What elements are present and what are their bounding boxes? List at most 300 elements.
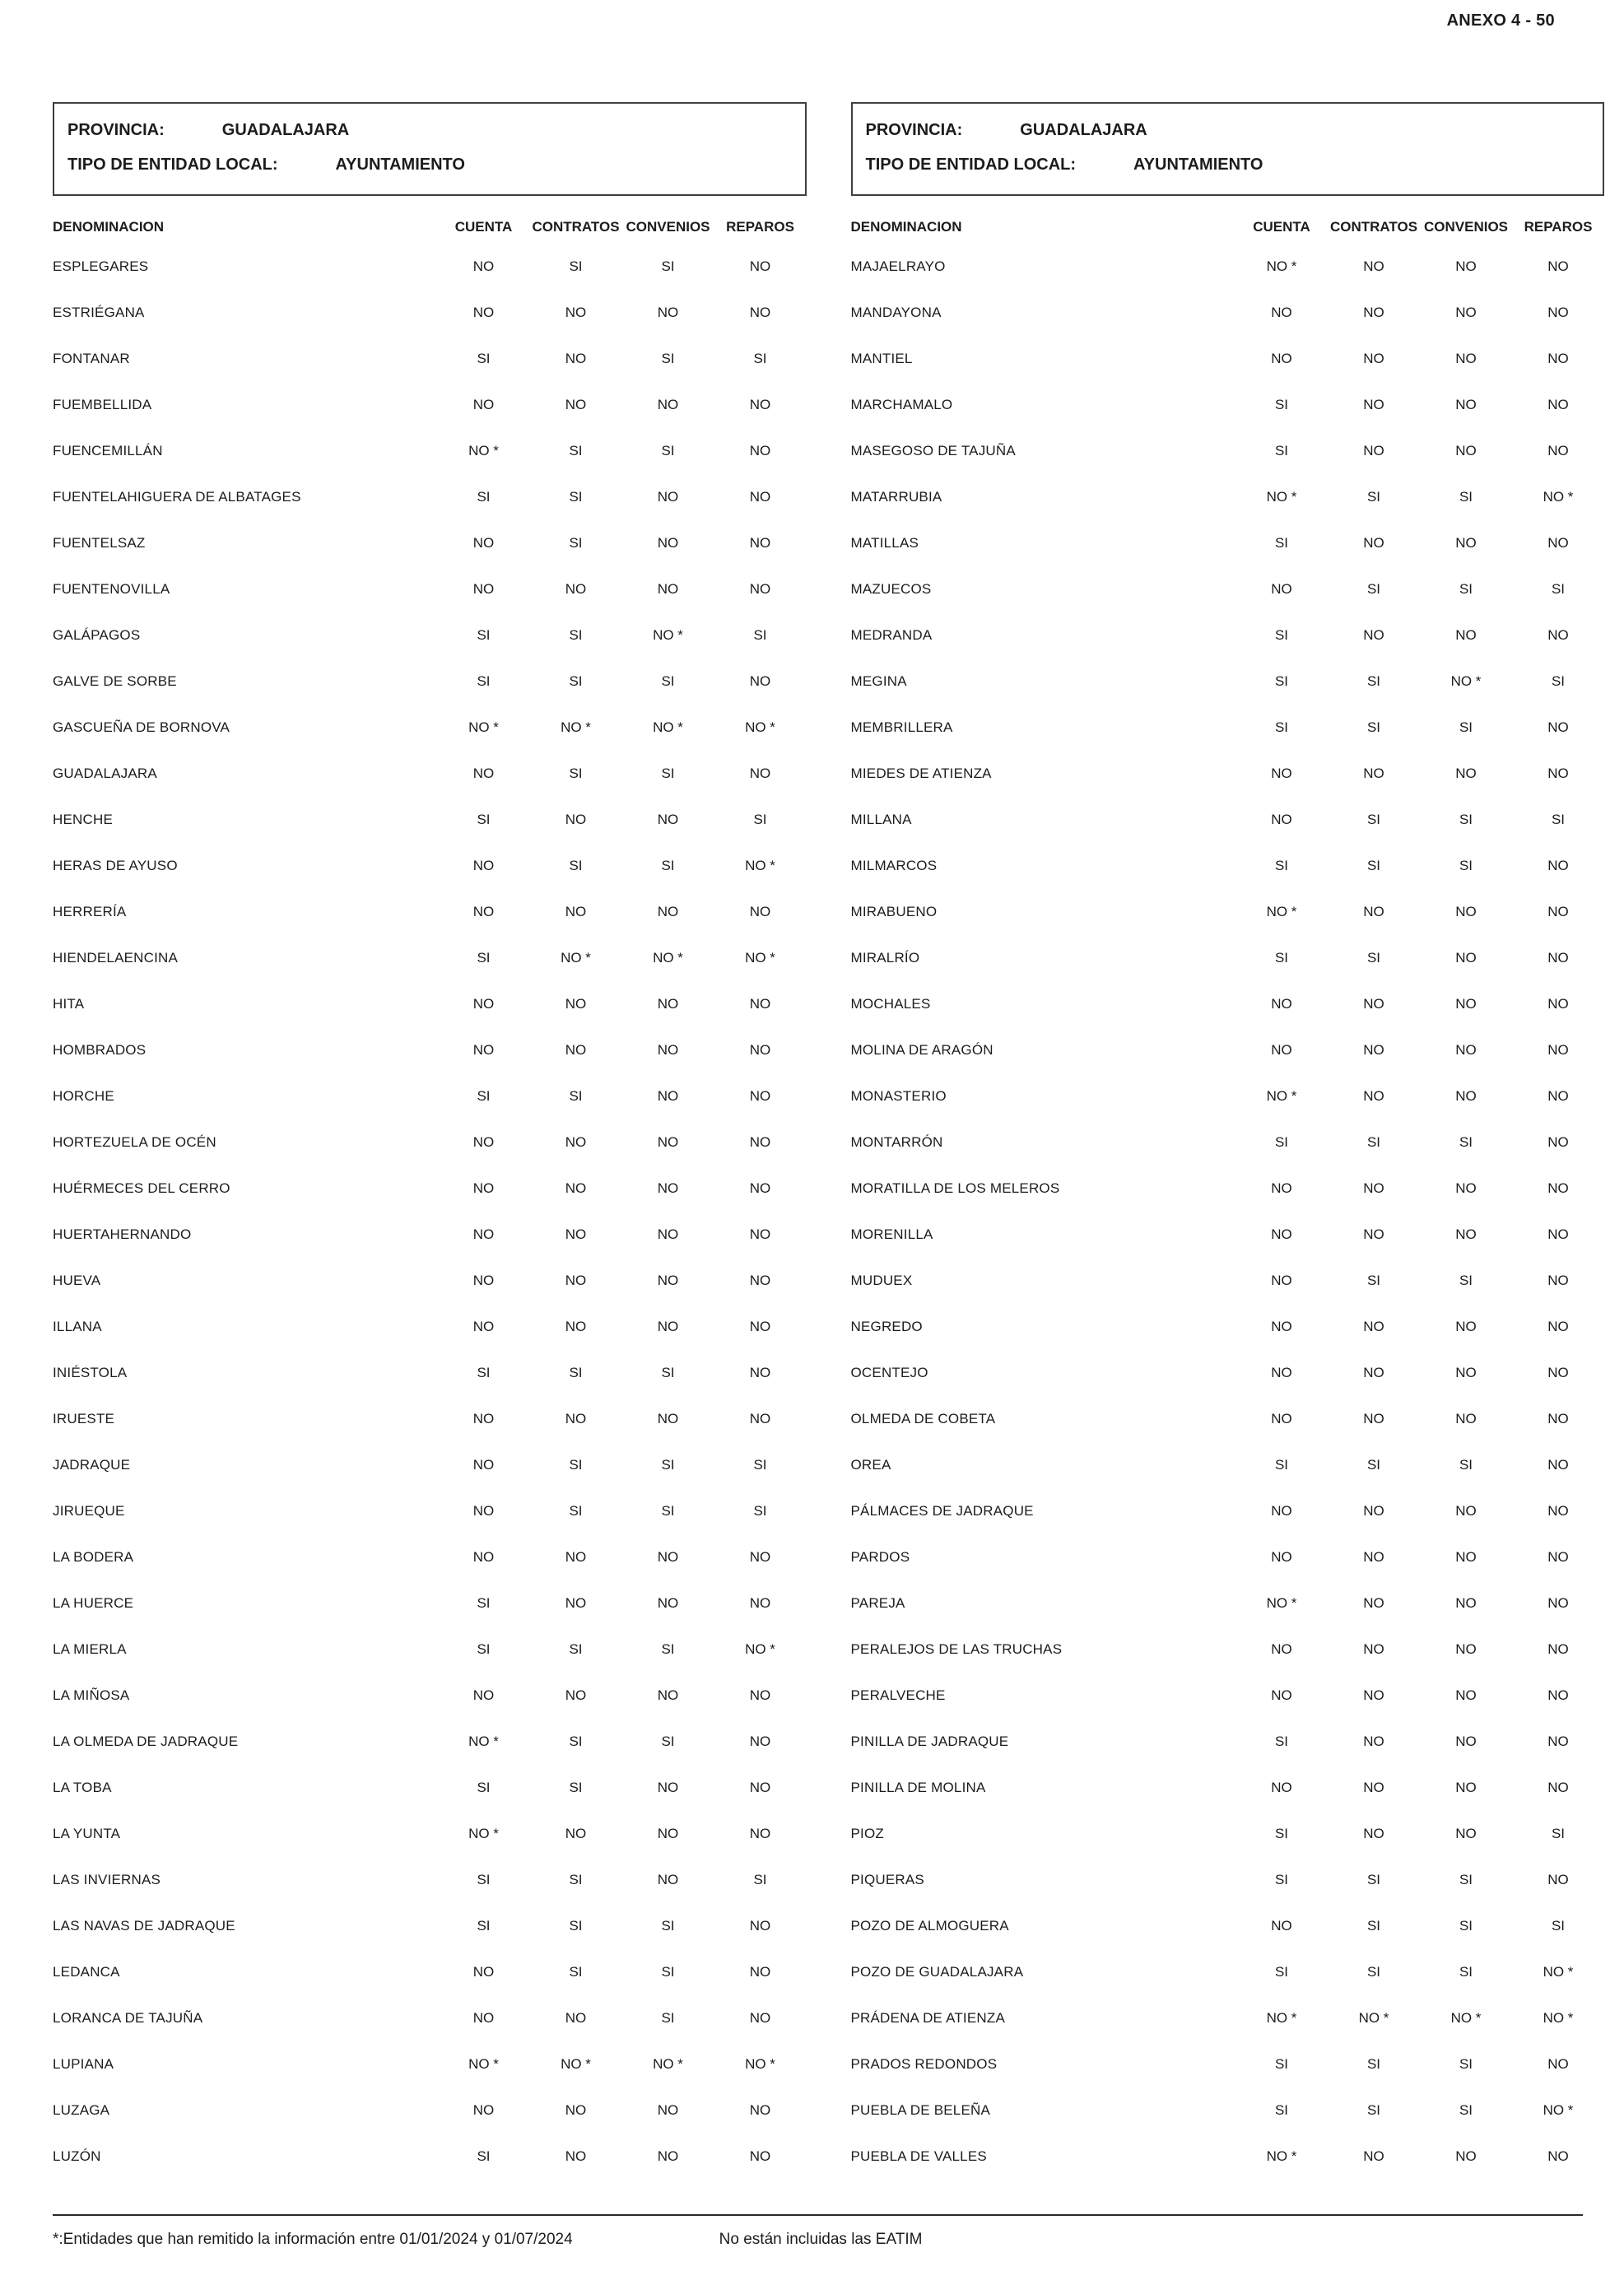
- value-cell: NO: [1547, 1134, 1569, 1150]
- table-row: [851, 1765, 1605, 1811]
- table-row: [851, 1119, 1605, 1166]
- table-row: [53, 520, 807, 566]
- value-cell: NO: [1547, 1088, 1569, 1104]
- value-cell: NO: [565, 1319, 587, 1334]
- value-cell: NO: [1271, 1226, 1292, 1242]
- table-row: [53, 1903, 807, 1949]
- table-row: [53, 1949, 807, 1995]
- value-cell: NO: [1363, 1503, 1384, 1519]
- table-row: [53, 2134, 807, 2180]
- value-cell: NO: [1363, 1319, 1384, 1334]
- municipality-name: ESTRIÉGANA: [53, 305, 145, 320]
- municipality-name: HORTEZUELA DE OCÉN: [53, 1134, 216, 1150]
- municipality-name: LEDANCA: [53, 1964, 120, 1980]
- value-cell: NO: [1271, 766, 1292, 781]
- value-cell: SI: [1551, 1826, 1566, 1841]
- value-cell: NO *: [1450, 2010, 1482, 2026]
- value-cell: NO: [749, 305, 771, 320]
- municipality-name: LA OLMEDA DE JADRAQUE: [53, 1734, 239, 1749]
- anexo-page-label: ANEXO 4 - 50: [1446, 12, 1555, 30]
- value-cell: NO *: [1266, 489, 1297, 505]
- value-cell: NO: [1271, 1411, 1292, 1426]
- value-cell: NO: [1363, 1088, 1384, 1104]
- municipality-name: OLMEDA DE COBETA: [850, 1411, 996, 1426]
- municipality-name: FUENTENOVILLA: [53, 581, 170, 597]
- value-cell: SI: [1366, 858, 1381, 873]
- value-cell: NO: [1455, 1180, 1477, 1196]
- table-row: [851, 1580, 1605, 1626]
- value-cell: NO: [1363, 1549, 1384, 1565]
- value-cell: SI: [753, 1872, 767, 1887]
- municipality-name: FUENCEMILLÁN: [53, 443, 163, 458]
- tipo-entidad-row: [67, 151, 792, 178]
- value-cell: NO *: [561, 719, 591, 735]
- value-cell: SI: [1274, 1964, 1289, 1980]
- table-section-right: [851, 102, 1605, 2180]
- value-cell: SI: [1459, 812, 1473, 827]
- value-cell: NO: [1271, 1273, 1292, 1288]
- value-cell: SI: [753, 351, 767, 366]
- municipality-name: LAS INVIERNAS: [53, 1872, 161, 1887]
- value-cell: SI: [661, 1641, 675, 1657]
- value-cell: NO: [565, 351, 587, 366]
- value-cell: SI: [1274, 443, 1289, 458]
- table-row: [53, 2087, 807, 2134]
- value-cell: NO: [657, 2102, 679, 2118]
- column-header-denominacion: DENOMINACION: [53, 219, 165, 235]
- value-cell: NO: [1455, 996, 1477, 1012]
- value-cell: NO: [1363, 1780, 1384, 1795]
- table-row: [53, 244, 807, 290]
- value-cell: NO: [1271, 812, 1292, 827]
- value-cell: SI: [661, 1918, 675, 1934]
- table-row: [53, 843, 807, 889]
- value-cell: NO *: [1266, 904, 1297, 919]
- value-cell: NO: [565, 397, 587, 412]
- municipality-name: MANTIEL: [850, 351, 913, 366]
- municipality-name: MOLINA DE ARAGÓN: [850, 1042, 993, 1058]
- municipality-name: MANDAYONA: [850, 305, 942, 320]
- table-row: [851, 290, 1605, 336]
- column-header-convenios: CONVENIOS: [626, 219, 710, 235]
- municipality-name: FUENTELSAZ: [53, 535, 146, 551]
- value-cell: NO: [657, 581, 679, 597]
- value-cell: NO: [1455, 443, 1477, 458]
- value-cell: SI: [569, 1734, 583, 1749]
- value-cell: SI: [753, 1503, 767, 1519]
- table-row: [53, 1350, 807, 1396]
- value-cell: NO: [657, 1687, 679, 1703]
- value-cell: NO: [749, 535, 771, 551]
- value-cell: NO: [565, 1226, 587, 1242]
- value-cell: NO: [657, 1088, 679, 1104]
- value-cell: NO: [472, 1134, 495, 1150]
- tipo-entidad-value: AYUNTAMIENTO: [1133, 156, 1263, 174]
- value-cell: NO: [657, 1180, 679, 1196]
- value-cell: NO *: [1358, 2010, 1389, 2026]
- municipality-name: GALVE DE SORBE: [53, 673, 177, 689]
- table-row: [53, 659, 807, 705]
- value-cell: SI: [1459, 489, 1473, 505]
- table-row: [851, 566, 1605, 612]
- value-cell: NO: [1363, 535, 1384, 551]
- value-cell: SI: [569, 858, 583, 873]
- value-cell: SI: [477, 1088, 491, 1104]
- value-cell: NO: [472, 1457, 495, 1473]
- municipality-name: PRÁDENA DE ATIENZA: [850, 2010, 1005, 2026]
- value-cell: NO: [1455, 627, 1477, 643]
- value-cell: NO: [1547, 351, 1569, 366]
- value-cell: NO: [472, 305, 495, 320]
- value-cell: SI: [753, 812, 767, 827]
- municipality-name: HERAS DE AYUSO: [53, 858, 178, 873]
- value-cell: NO: [657, 1226, 679, 1242]
- value-cell: NO: [749, 1687, 771, 1703]
- value-cell: SI: [1366, 1872, 1381, 1887]
- value-cell: NO: [1363, 1180, 1384, 1196]
- municipality-name: PERALEJOS DE LAS TRUCHAS: [850, 1641, 1063, 1657]
- value-cell: SI: [1366, 719, 1381, 735]
- value-cell: NO: [1547, 1042, 1569, 1058]
- value-cell: SI: [569, 489, 583, 505]
- value-cell: NO: [749, 1226, 771, 1242]
- value-cell: NO *: [653, 2056, 683, 2072]
- municipality-name: GALÁPAGOS: [53, 627, 141, 643]
- value-cell: NO: [565, 2102, 587, 2118]
- tipo-entidad-value: AYUNTAMIENTO: [335, 156, 465, 174]
- municipality-name: HUERTAHERNANDO: [53, 1226, 192, 1242]
- table-row: [851, 1673, 1605, 1719]
- table-row: [851, 336, 1605, 382]
- table-row: [53, 1073, 807, 1119]
- value-cell: NO *: [1266, 1088, 1297, 1104]
- value-cell: NO: [565, 812, 587, 827]
- table-row: [851, 1811, 1605, 1857]
- value-cell: NO *: [745, 1641, 775, 1657]
- value-cell: NO *: [468, 1826, 499, 1841]
- value-cell: SI: [1459, 581, 1473, 597]
- two-column-layout: [53, 102, 1604, 2180]
- municipality-name: LA HUERCE: [53, 1595, 134, 1611]
- value-cell: SI: [661, 673, 675, 689]
- value-cell: NO: [565, 1180, 587, 1196]
- municipality-name: HORCHE: [53, 1088, 114, 1104]
- municipality-name: LORANCA DE TAJUÑA: [53, 2010, 203, 2026]
- table-row: [53, 1304, 807, 1350]
- value-cell: NO: [472, 766, 495, 781]
- municipality-name: GASCUEÑA DE BORNOVA: [53, 719, 230, 735]
- value-cell: SI: [661, 258, 675, 274]
- value-cell: NO: [749, 1595, 771, 1611]
- value-cell: NO: [1547, 443, 1569, 458]
- provincia-row: [67, 117, 792, 143]
- value-cell: NO: [1363, 1042, 1384, 1058]
- value-cell: SI: [1459, 2102, 1473, 2118]
- value-cell: SI: [1459, 1918, 1473, 1934]
- municipality-name: MAJAELRAYO: [850, 258, 946, 274]
- table-row: [851, 659, 1605, 705]
- value-cell: NO: [472, 1226, 495, 1242]
- value-cell: SI: [569, 443, 583, 458]
- value-cell: NO: [1547, 766, 1569, 781]
- value-cell: NO: [749, 673, 771, 689]
- value-cell: SI: [1274, 535, 1289, 551]
- value-cell: NO: [1547, 1411, 1569, 1426]
- value-cell: NO: [1455, 766, 1477, 781]
- value-cell: NO: [749, 2148, 771, 2164]
- value-cell: NO *: [745, 2056, 775, 2072]
- value-cell: NO *: [1266, 1595, 1297, 1611]
- value-cell: NO: [1455, 535, 1477, 551]
- value-cell: NO: [1363, 2148, 1384, 2164]
- value-cell: NO: [749, 1918, 771, 1934]
- municipality-name: MAZUECOS: [850, 581, 932, 597]
- table-row: [53, 797, 807, 843]
- value-cell: NO: [472, 1411, 495, 1426]
- value-cell: SI: [569, 1964, 583, 1980]
- value-cell: NO: [1271, 1687, 1292, 1703]
- value-cell: NO *: [653, 627, 683, 643]
- table-row: [53, 1995, 807, 2041]
- value-cell: SI: [661, 351, 675, 366]
- value-cell: NO: [1363, 1365, 1384, 1380]
- value-cell: SI: [1366, 1918, 1381, 1934]
- value-cell: SI: [1274, 1134, 1289, 1150]
- value-cell: SI: [753, 1457, 767, 1473]
- value-cell: NO: [749, 1411, 771, 1426]
- value-cell: SI: [1274, 950, 1289, 966]
- municipality-name: PERALVECHE: [850, 1687, 946, 1703]
- value-cell: NO: [657, 1042, 679, 1058]
- value-cell: NO *: [745, 719, 775, 735]
- value-cell: SI: [477, 1641, 491, 1657]
- table-row: [53, 1119, 807, 1166]
- municipality-name: PARDOS: [850, 1549, 910, 1565]
- table-row: [851, 1719, 1605, 1765]
- value-cell: SI: [661, 443, 675, 458]
- municipality-name: MIRABUENO: [850, 904, 938, 919]
- table-row: [53, 1580, 807, 1626]
- value-cell: NO: [1363, 904, 1384, 919]
- table-row: [851, 751, 1605, 797]
- value-cell: NO: [472, 904, 495, 919]
- value-cell: NO: [472, 1180, 495, 1196]
- value-cell: NO: [1547, 1226, 1569, 1242]
- value-cell: NO: [749, 2102, 771, 2118]
- value-cell: NO: [565, 2010, 587, 2026]
- value-cell: NO: [565, 1411, 587, 1426]
- value-cell: NO *: [1450, 673, 1482, 689]
- value-cell: SI: [661, 1503, 675, 1519]
- value-cell: NO: [1547, 1457, 1569, 1473]
- value-cell: NO *: [1266, 2010, 1297, 2026]
- value-cell: SI: [1366, 2102, 1381, 2118]
- value-cell: NO: [1547, 1641, 1569, 1657]
- municipality-name: LA MIÑOSA: [53, 1687, 130, 1703]
- value-cell: SI: [569, 673, 583, 689]
- value-cell: NO: [657, 1411, 679, 1426]
- provincia-value: GUADALAJARA: [1020, 121, 1147, 139]
- value-cell: NO: [749, 1134, 771, 1150]
- value-cell: NO: [565, 1134, 587, 1150]
- value-cell: NO: [472, 1964, 495, 1980]
- value-cell: NO: [472, 581, 495, 597]
- value-cell: NO: [1547, 1734, 1569, 1749]
- value-cell: NO: [1455, 351, 1477, 366]
- table-body: [851, 244, 1605, 2180]
- value-cell: NO: [565, 1273, 587, 1288]
- table-row: [851, 428, 1605, 474]
- value-cell: NO: [1455, 1226, 1477, 1242]
- table-row: [851, 2087, 1605, 2134]
- value-cell: NO: [1363, 1411, 1384, 1426]
- value-cell: SI: [1459, 1134, 1473, 1150]
- table-row: [851, 612, 1605, 659]
- value-cell: SI: [661, 766, 675, 781]
- value-cell: NO: [657, 1273, 679, 1288]
- value-cell: NO: [1547, 1319, 1569, 1334]
- municipality-name: MATILLAS: [850, 535, 919, 551]
- value-cell: SI: [1274, 627, 1289, 643]
- municipality-name: MIRALRÍO: [850, 950, 920, 966]
- table-row: [851, 1442, 1605, 1488]
- value-cell: SI: [661, 1964, 675, 1980]
- value-cell: NO: [749, 397, 771, 412]
- table-row: [851, 1212, 1605, 1258]
- value-cell: NO: [1455, 1780, 1477, 1795]
- municipality-name: LUZAGA: [53, 2102, 110, 2118]
- value-cell: NO: [472, 996, 495, 1012]
- value-cell: SI: [477, 1780, 491, 1795]
- value-cell: NO: [1455, 1595, 1477, 1611]
- table-row: [851, 520, 1605, 566]
- value-cell: NO: [1455, 1734, 1477, 1749]
- table-row: [53, 1719, 807, 1765]
- value-cell: NO: [749, 1964, 771, 1980]
- value-cell: NO: [657, 1319, 679, 1334]
- tipo-entidad-label: TIPO DE ENTIDAD LOCAL:: [67, 156, 278, 174]
- table-row: [53, 1212, 807, 1258]
- value-cell: NO: [749, 1088, 771, 1104]
- value-cell: NO: [749, 1826, 771, 1841]
- municipality-name: HENCHE: [53, 812, 113, 827]
- value-cell: SI: [1366, 489, 1381, 505]
- value-cell: NO: [749, 2010, 771, 2026]
- value-cell: NO: [1455, 1319, 1477, 1334]
- value-cell: SI: [1459, 1964, 1473, 1980]
- value-cell: NO: [1547, 1503, 1569, 1519]
- value-cell: NO: [749, 489, 771, 505]
- column-header-convenios: CONVENIOS: [1423, 219, 1509, 235]
- value-cell: NO *: [561, 2056, 591, 2072]
- table-row: [53, 290, 807, 336]
- municipality-name: PINILLA DE MOLINA: [850, 1780, 986, 1795]
- value-cell: NO: [1547, 1273, 1569, 1288]
- column-header-reparos: REPAROS: [1524, 219, 1593, 235]
- table-row: [851, 1027, 1605, 1073]
- value-cell: SI: [1366, 1457, 1381, 1473]
- footnote-remitido: *:Entidades que han remitido la información entre 01/01/2024 y 01/07/2024: [53, 2231, 573, 2248]
- value-cell: NO: [565, 1042, 587, 1058]
- value-cell: SI: [1274, 1872, 1289, 1887]
- value-cell: NO: [1363, 443, 1384, 458]
- municipality-name: POZO DE ALMOGUERA: [850, 1918, 1009, 1934]
- value-cell: NO *: [1543, 2102, 1574, 2118]
- value-cell: SI: [1551, 1918, 1566, 1934]
- value-cell: NO: [1455, 1411, 1477, 1426]
- value-cell: NO: [749, 1273, 771, 1288]
- value-cell: NO: [1547, 1595, 1569, 1611]
- value-cell: NO: [1363, 351, 1384, 366]
- value-cell: SI: [477, 489, 491, 505]
- value-cell: SI: [477, 1918, 491, 1934]
- table-row: [851, 981, 1605, 1027]
- value-cell: SI: [661, 858, 675, 873]
- value-cell: NO: [657, 1780, 679, 1795]
- table-row: [53, 935, 807, 981]
- value-cell: SI: [1459, 719, 1473, 735]
- value-cell: NO: [565, 1687, 587, 1703]
- table-header-row: [53, 219, 807, 235]
- municipality-name: HITA: [53, 996, 85, 1012]
- value-cell: NO: [1363, 766, 1384, 781]
- table-section-left: [53, 102, 807, 2180]
- value-cell: SI: [569, 535, 583, 551]
- table-row: [851, 843, 1605, 889]
- value-cell: NO: [1363, 1641, 1384, 1657]
- value-cell: NO: [657, 1872, 679, 1887]
- value-cell: SI: [661, 2010, 675, 2026]
- value-cell: NO: [1271, 351, 1292, 366]
- municipality-name: LA YUNTA: [53, 1826, 121, 1841]
- value-cell: NO: [1271, 1042, 1292, 1058]
- value-cell: NO: [1455, 1042, 1477, 1058]
- municipality-name: MEMBRILLERA: [850, 719, 953, 735]
- value-cell: SI: [569, 1780, 583, 1795]
- value-cell: NO: [472, 1273, 495, 1288]
- value-cell: NO: [1547, 1549, 1569, 1565]
- value-cell: NO *: [561, 950, 591, 966]
- municipality-name: JIRUEQUE: [53, 1503, 125, 1519]
- municipality-name: MASEGOSO DE TAJUÑA: [850, 443, 1016, 458]
- value-cell: SI: [569, 627, 583, 643]
- value-cell: NO: [1455, 1365, 1477, 1380]
- municipality-name: LA BODERA: [53, 1549, 134, 1565]
- value-cell: SI: [753, 627, 767, 643]
- municipality-name: IRUESTE: [53, 1411, 115, 1426]
- value-cell: NO: [749, 1319, 771, 1334]
- table-row: [53, 1857, 807, 1903]
- value-cell: SI: [477, 1872, 491, 1887]
- column-header-reparos: REPAROS: [726, 219, 794, 235]
- value-cell: NO: [749, 443, 771, 458]
- value-cell: NO: [749, 1365, 771, 1380]
- municipality-name: HUEVA: [53, 1273, 101, 1288]
- value-cell: NO: [1271, 996, 1292, 1012]
- footer-divider: [53, 2214, 1583, 2216]
- value-cell: SI: [1366, 1273, 1381, 1288]
- table-row: [851, 1073, 1605, 1119]
- table-row: [53, 612, 807, 659]
- value-cell: NO: [1363, 1226, 1384, 1242]
- table-row: [851, 1396, 1605, 1442]
- municipality-name: HIENDELAENCINA: [53, 950, 179, 966]
- table-row: [53, 1396, 807, 1442]
- value-cell: NO: [1363, 627, 1384, 643]
- value-cell: NO: [472, 1503, 495, 1519]
- municipality-name: LA MIERLA: [53, 1641, 127, 1657]
- municipality-name: JADRAQUE: [53, 1457, 131, 1473]
